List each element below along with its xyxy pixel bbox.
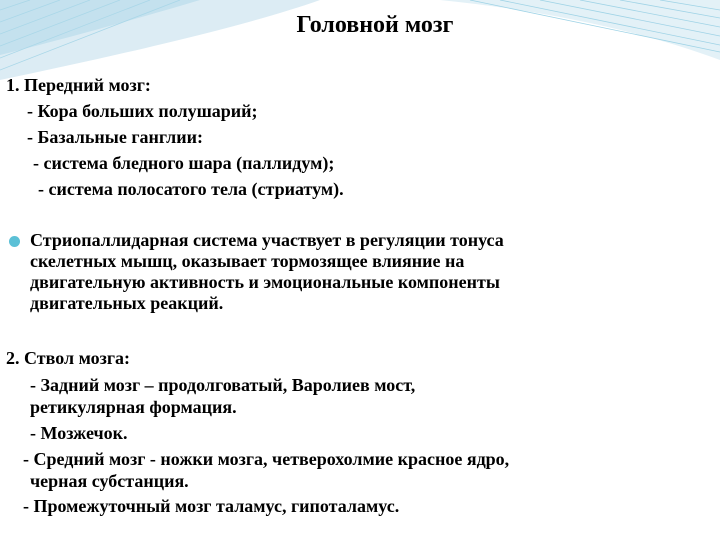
section1-item: - Кора больших полушарий;	[27, 101, 258, 121]
section2-line: черная субстанция.	[30, 471, 189, 491]
section2-heading: 2. Ствол мозга:	[6, 348, 130, 368]
paragraph-line: двигательных реакций.	[30, 293, 224, 313]
section1-item: - Базальные ганглии:	[27, 127, 203, 147]
bullet-icon	[9, 236, 20, 247]
paragraph-line: двигательную активность и эмоциональные компоненты	[30, 272, 500, 292]
section1-heading: 1. Передний мозг:	[6, 75, 151, 95]
section1-item: - система полосатого тела (стриатум).	[38, 179, 344, 199]
paragraph-line: Стриопаллидарная система участвует в регуляции тонуса	[30, 230, 504, 250]
section2-line: - Мозжечок.	[30, 423, 128, 443]
paragraph-line: скелетных мышц, оказывает тормозящее влияние на	[30, 251, 465, 271]
page-title: Головной мозг	[296, 12, 454, 38]
section2-line: - Задний мозг – продолговатый, Варолиев мост,	[30, 375, 416, 395]
section2-line: - Промежуточный мозг таламус, гипоталамус.	[23, 496, 400, 516]
bullet-paragraph	[30, 230, 630, 314]
section2-line: ретикулярная формация.	[30, 397, 237, 417]
section2-line: - Средний мозг - ножки мозга, четверохолмие красное ядро,	[23, 449, 510, 469]
section1-item: - система бледного шара (паллидум);	[33, 153, 335, 173]
